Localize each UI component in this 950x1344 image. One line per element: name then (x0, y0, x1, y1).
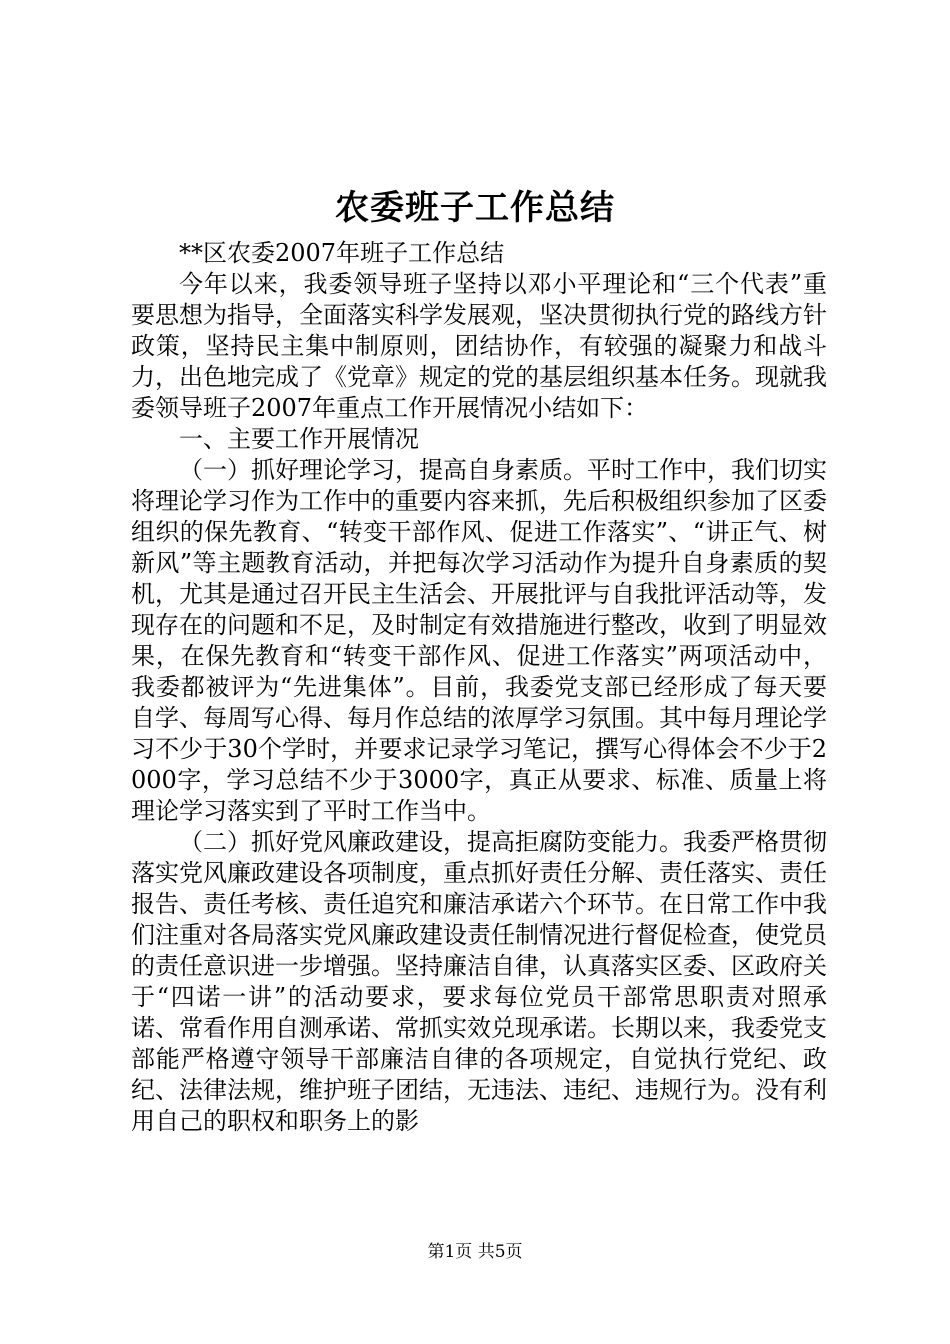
paragraph-theory-study: （一）抓好理论学习，提高自身素质。平时工作中，我们切实将理论学习作为工作中的重要内容来抓，先后积极组织参加了区委组织的保先教育、“转变干部作风、促进工作落实”、“讲正气、树新风”等主题教育活动，并把每次学习活动作为提升自身素质的契机，尤其是通过召开民主生活会、开展批评与自我批评活动等，发现存在的问题和不足，及时制定有效措施进行整改，收到了明显效果，在保先教育和“转变干部作风、促进工作落实”两项活动中，我委都被评为“先进集体”。目前，我委党支部已经形成了每天要自学、每周写心得、每月作总结的浓厚学习氛围。其中每月理论学习不少于30个学时，并要求记录学习笔记，撰写心得体会不少于2000字，学习总结不少于3000字，真正从要求、标准、质量上将理论学习落实到了平时工作当中。 (131, 456, 827, 825)
paragraph-integrity-building: （二）抓好党风廉政建设，提高拒腐防变能力。我委严格贯彻落实党风廉政建设各项制度，重点抓好责任分解、责任落实、责任报告、责任考核、责任追究和廉洁承诺六个环节。在日常工作中我们注重对各局落实党风廉政建设责任制情况进行督促检查，使党员的责任意识进一步增强。坚持廉洁自律，认真落实区委、区政府关于“四诺一讲”的活动要求，要求每位党员干部常思职责对照承诺、常看作用自测承诺、常抓实效兑现承诺。长期以来，我委党支部能严格遵守领导干部廉洁自律的各项规定，自觉执行党纪、政纪、法律法规，维护班子团结，无违法、违纪、违规行为。没有利用自己的职权和职务上的影 (131, 828, 827, 1135)
document-body (131, 238, 827, 1137)
document-title: 农委班子工作总结 (335, 188, 615, 228)
page-number-footer: 第1页 共5页 (427, 1242, 523, 1262)
section-heading-main-work: 一、主要工作开展情况 (179, 425, 419, 453)
paragraph-intro: 今年以来，我委领导班子坚持以邓小平理论和“三个代表”重要思想为指导，全面落实科学发展观，坚决贯彻执行党的路线方针政策，坚持民主集中制原则，团结协作，有较强的凝聚力和战斗力，出色地完成了《党章》规定的党的基层组织基本任务。现就我委领导班子2007年重点工作开展情况小结如下： (131, 270, 827, 422)
document-subtitle: **区农委2007年班子工作总结 (179, 239, 505, 267)
